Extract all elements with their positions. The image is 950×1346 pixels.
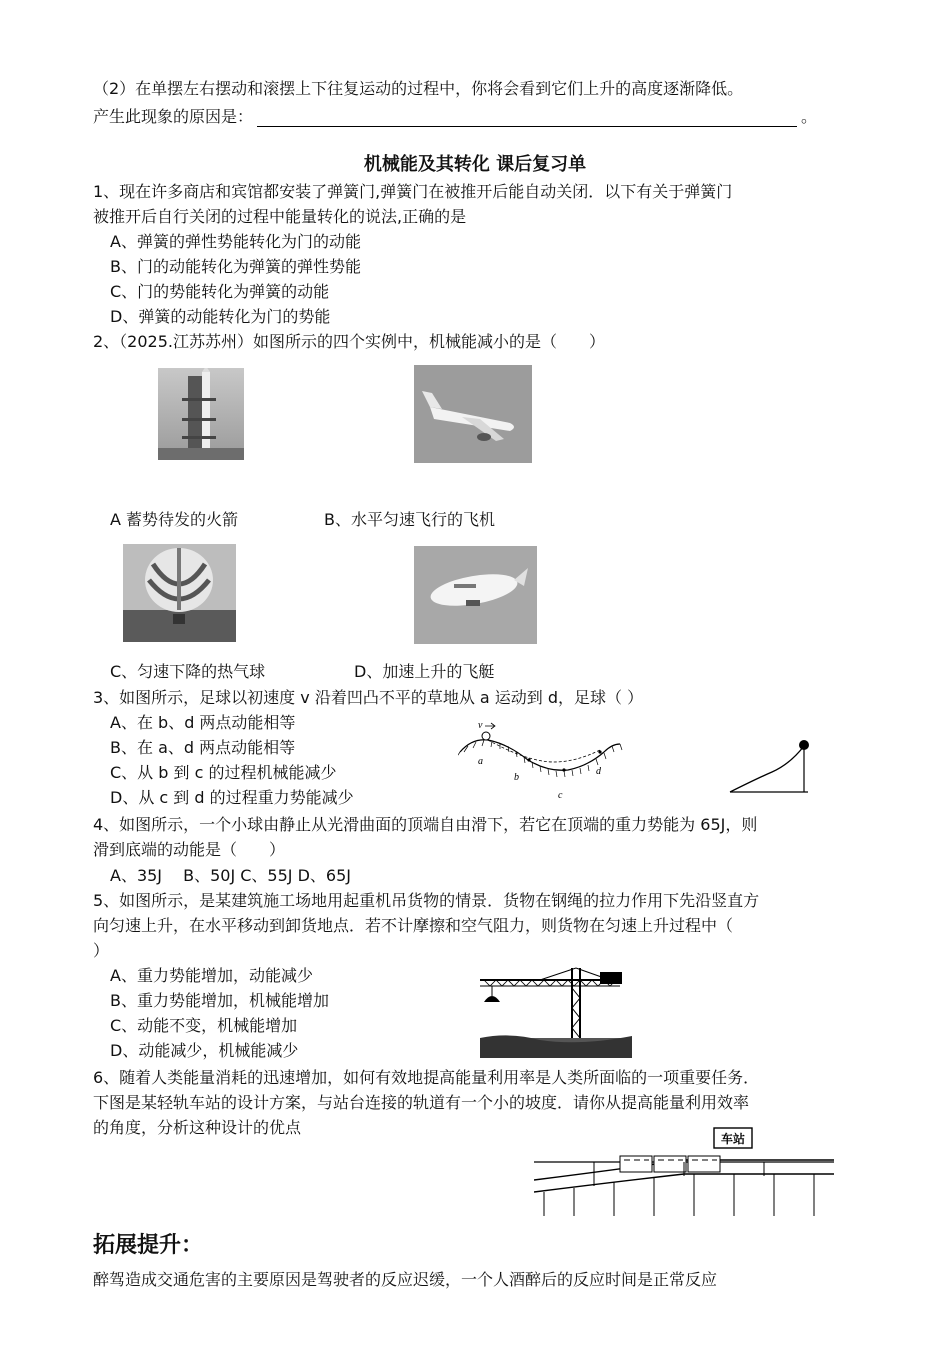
q3-option-a: A、在 b、d 两点动能相等 xyxy=(110,713,296,732)
airplane-image xyxy=(414,365,532,463)
extension-text: 醉驾造成交通危害的主要原因是驾驶者的反应迟缓，一个人酒醉后的反应时间是正常反应 xyxy=(93,1270,718,1289)
q2-caption-a: A 蓄势待发的火箭 xyxy=(110,510,239,529)
q5-option-c: C、动能不变，机械能增加 xyxy=(110,1016,298,1035)
hot-air-balloon-image xyxy=(123,544,236,642)
q6-stem-3: 的角度，分析这种设计的优点 xyxy=(93,1118,302,1137)
q4-stem-1: 4、如图所示，一个小球由静止从光滑曲面的顶端自由滑下，若它在顶端的重力势能为 65J，则 xyxy=(93,815,758,834)
crane-image xyxy=(480,966,632,1058)
station-sign: 车站 xyxy=(720,1132,746,1146)
q5-stem-1: 5、如图所示，是某建筑施工场地用起重机吊货物的情景．货物在钢绳的拉力作用下先沿竖直方 xyxy=(93,891,760,910)
football-terrain-figure xyxy=(458,716,626,800)
label-v: v xyxy=(478,720,483,731)
q3-option-d: D、从 c 到 d 的过程重力势能减少 xyxy=(110,788,354,807)
label-a: a xyxy=(478,756,483,767)
q2-stem: 2、（2025.江苏苏州）如图所示的四个实例中，机械能减小的是（ ） xyxy=(93,332,605,351)
label-c: c xyxy=(558,790,563,800)
q1-option-c: C、门的势能转化为弹簧的动能 xyxy=(110,282,330,301)
q1-option-a: A、弹簧的弹性势能转化为门的动能 xyxy=(110,232,361,251)
light-rail-station-figure xyxy=(534,1120,834,1216)
q2-caption-c: C、匀速下降的热气球 xyxy=(110,662,266,681)
q3-stem: 3、如图所示，足球以初速度 v 沿着凹凸不平的草地从 a 运动到 d，足球（ ） xyxy=(93,688,644,707)
airship-image xyxy=(414,546,537,644)
q6-stem-1: 6、随着人类能量消耗的迅速增加，如何有效地提高能量利用率是人类所面临的一项重要任务． xyxy=(93,1068,760,1087)
smooth-curve-figure xyxy=(728,738,812,796)
q4-options: A、35J B、50J C、55J D、65J xyxy=(110,866,351,885)
q5-option-a: A、重力势能增加，动能减少 xyxy=(110,966,313,985)
top-question-suffix: 。 xyxy=(801,107,818,126)
q1-stem-1: 1、现在许多商店和宾馆都安装了弹簧门,弹簧门在被推开后能自动关闭．以下有关于弹簧门 xyxy=(93,182,733,201)
q6-stem-2: 下图是某轻轨车站的设计方案，与站台连接的轨道有一个小的坡度．请你从提高能量利用效率 xyxy=(93,1093,750,1112)
q5-option-b: B、重力势能增加，机械能增加 xyxy=(110,991,329,1010)
q3-option-c: C、从 b 到 c 的过程机械能减少 xyxy=(110,763,337,782)
top-question-line2 xyxy=(93,107,817,127)
answer-blank[interactable] xyxy=(257,110,797,127)
q5-stem-3: ） xyxy=(93,941,110,960)
q3-option-b: B、在 a、d 两点动能相等 xyxy=(110,738,296,757)
top-question-line1: （2）在单摆左右摆动和滚摆上下往复运动的过程中，你将会看到它们上升的高度逐渐降低。 xyxy=(93,79,744,98)
q1-option-d: D、弹簧的动能转化为门的势能 xyxy=(110,307,331,326)
rocket-image xyxy=(158,368,244,460)
q5-option-d: D、动能减少，机械能减少 xyxy=(110,1041,299,1060)
label-d: d xyxy=(596,766,601,777)
q1-stem-2: 被推开后自行关闭的过程中能量转化的说法,正确的是 xyxy=(93,207,467,226)
label-b: b xyxy=(514,772,519,783)
q5-stem-2: 向匀速上升，在水平移动到卸货地点．若不计摩擦和空气阻力，则货物在匀速上升过程中（ xyxy=(93,916,734,935)
q2-caption-b: B、水平匀速飞行的飞机 xyxy=(324,510,495,529)
q2-caption-d: D、加速上升的飞艇 xyxy=(354,662,495,681)
top-question-prefix: 产生此现象的原因是： xyxy=(93,107,254,126)
q4-stem-2: 滑到底端的动能是（ ） xyxy=(93,840,286,859)
q1-option-b: B、门的动能转化为弹簧的弹性势能 xyxy=(110,257,361,276)
extension-heading: 拓展提升： xyxy=(93,1233,204,1258)
section-title: 机械能及其转化 课后复习单 xyxy=(363,154,587,175)
